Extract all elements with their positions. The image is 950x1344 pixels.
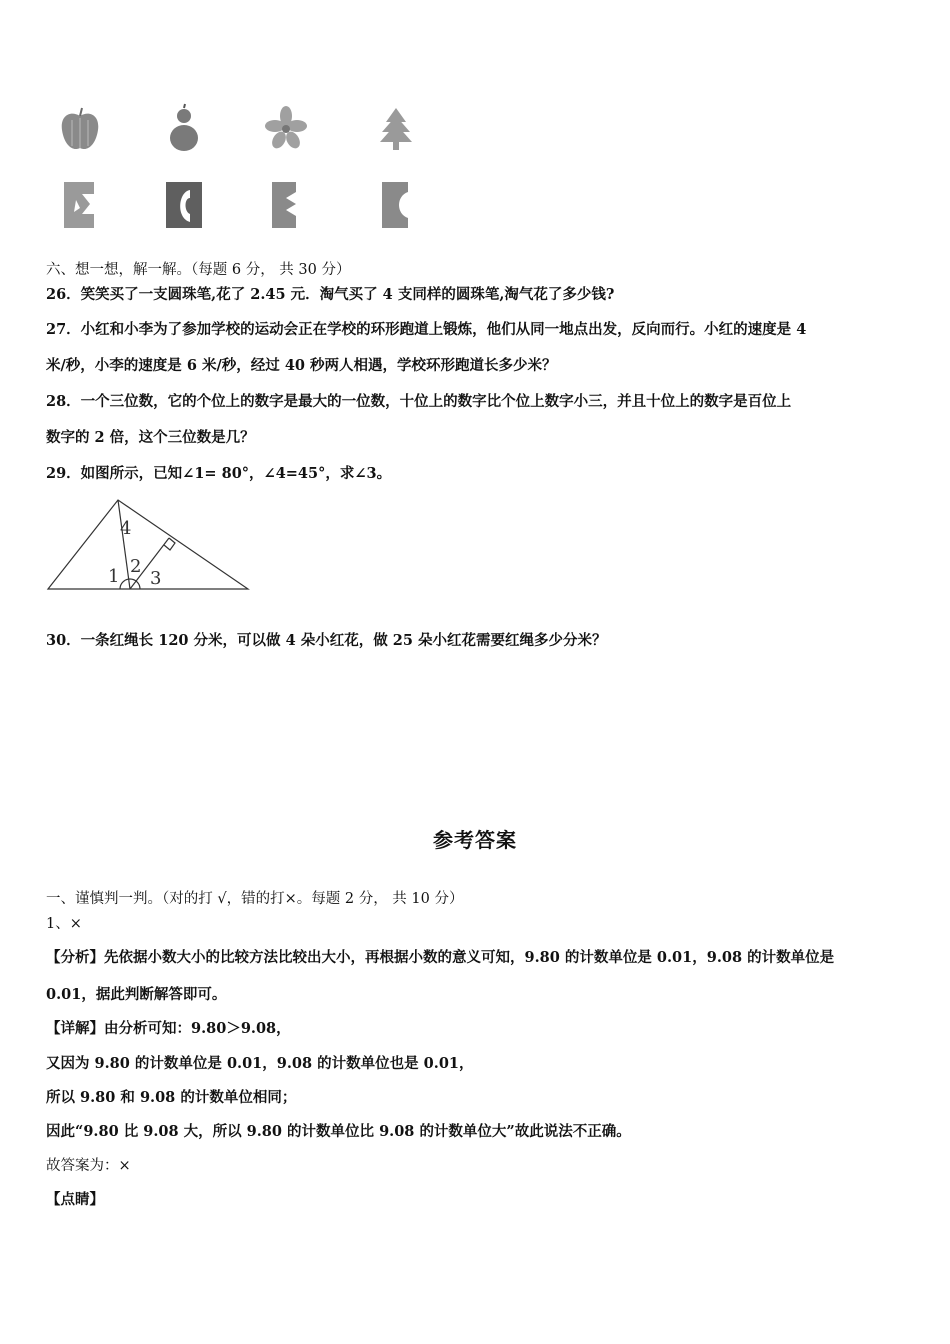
detail-line2: 又因为 9.80 的计数单位是 0.01，9.08 的计数单位也是 0.01，	[46, 1055, 474, 1072]
gourd-icon	[160, 102, 208, 156]
flower-icon	[262, 102, 310, 156]
angle-label-2: 2	[130, 556, 142, 577]
question-28-line1: 28．一个三位数，它的个位上的数字是最大的一位数，十位上的数字比个位上数字小三，并且十位上的数字是百位上	[46, 393, 792, 410]
detail-line1: 【详解】由分析可知：9.80＞9.08，	[46, 1020, 291, 1037]
analysis-line2: 0.01，据此判断解答即可。	[46, 986, 227, 1003]
angle-label-3: 3	[150, 568, 162, 589]
angle-label-4: 4	[120, 518, 132, 539]
tree-icon	[372, 102, 420, 156]
question-26: 26．笑笑买了一支圆珠笔,花了 2.45 元．淘气买了 4 支同样的圆珠笔,淘气花了多少钱?	[46, 286, 615, 303]
question-27-line2: 米/秒，小李的速度是 6 米/秒，经过 40 秒两人相遇，学校环形跑道长多少米？	[46, 357, 557, 374]
question-30: 30．一条红绳长 120 分米，可以做 4 朵小红花，做 25 朵小红花需要红绳多少分米？	[46, 632, 607, 649]
cut-paper-moon-icon	[372, 178, 420, 232]
answers-title: 参考答案	[433, 828, 517, 852]
cut-paper-e-star-icon	[56, 178, 104, 232]
cut-paper-c-icon	[160, 178, 208, 232]
analysis-line1: 【分析】先依据小数大小的比较方法比较出大小，再根据小数的意义可知，9.80 的计数单位是 0.01，9.08 的计数单位是	[46, 949, 835, 966]
question-27-line1: 27．小红和小李为了参加学校的运动会正在学校的环形跑道上锻炼，他们从同一地点出发，反向而行。小红的速度是 4	[46, 321, 807, 338]
answers-section1-heading: 一、谨慎判一判。（对的打 √，错的打×。每题 2 分， 共 10 分）	[46, 891, 464, 907]
detail-line3: 所以 9.80 和 9.08 的计数单位相同；	[46, 1089, 297, 1106]
cut-paper-zigzag-icon	[262, 178, 310, 232]
detail-line4: 因此“9.80 比 9.08 大，所以 9.80 的计数单位比 9.08 的计数单位大”故此说法不正确。	[46, 1123, 631, 1140]
section6-heading: 六、想一想，解一解。（每题 6 分， 共 30 分）	[46, 262, 351, 278]
apple-icon	[56, 102, 104, 156]
question-28-line2: 数字的 2 倍，这个三位数是几？	[46, 429, 255, 446]
answer-line: 故答案为：×	[46, 1158, 131, 1174]
comment-label: 【点睛】	[46, 1191, 104, 1208]
angle-label-1: 1	[108, 566, 120, 587]
angle-triangle-figure	[44, 494, 254, 594]
answer-item-1: 1、×	[46, 916, 82, 932]
question-29: 29．如图所示，已知∠1= 80°，∠4=45°，求∠3。	[46, 465, 392, 482]
